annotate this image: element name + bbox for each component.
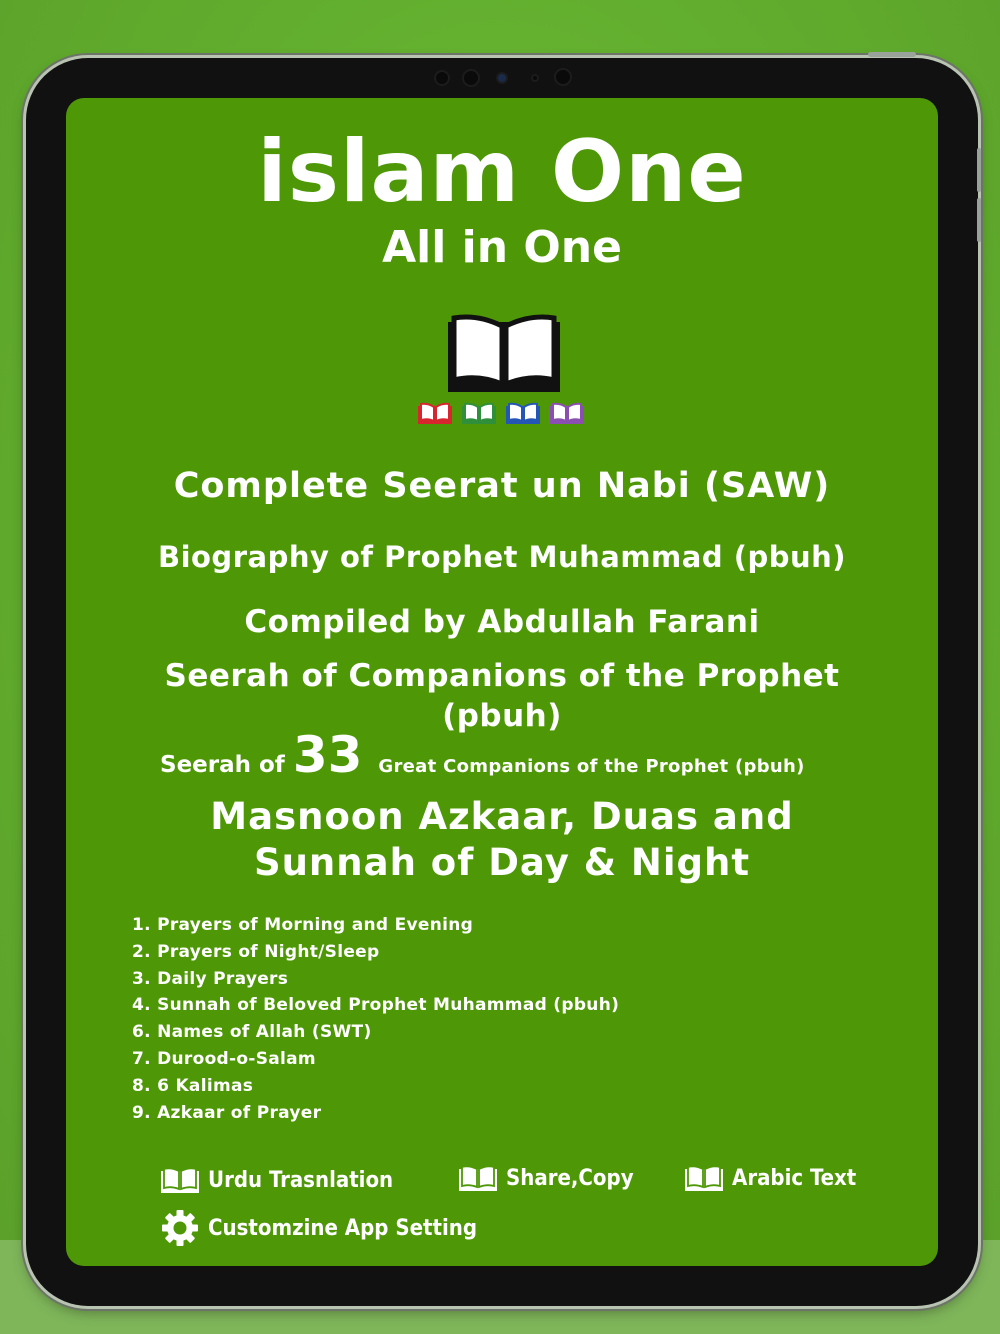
companions-count: 33: [292, 726, 363, 784]
heading-biography: Biography of Prophet Muhammad (pbuh): [157, 540, 847, 574]
open-book-icon: [444, 314, 564, 394]
power-button: [868, 52, 916, 57]
volume-up-button: [977, 148, 981, 192]
companions-prefix: Seerah of: [160, 752, 285, 778]
heading-seerat: Complete Seerat un Nabi (SAW): [173, 466, 831, 506]
gear-icon: [160, 1208, 200, 1248]
companions-count-line: [160, 726, 805, 784]
list-item: 8. 6 Kalimas: [132, 1075, 254, 1096]
book-icon: [684, 1164, 724, 1192]
app-screen: [66, 98, 938, 1266]
list-item: 7. Durood-o-Salam: [132, 1048, 316, 1069]
sensor-icon: [462, 69, 480, 87]
volume-down-button: [977, 198, 981, 242]
book-icon: [160, 1166, 200, 1194]
features-list: [132, 912, 619, 1126]
arabic-text-feature: [684, 1164, 856, 1192]
camera-icon: [496, 72, 508, 84]
urdu-translation-feature: [160, 1166, 393, 1194]
share-copy-feature: [458, 1164, 634, 1192]
sensor-icon: [434, 70, 450, 86]
app-title: islam One: [257, 122, 747, 222]
urdu-translation-label: Urdu Trasnlation: [208, 1167, 394, 1193]
book-icon: [458, 1164, 498, 1192]
heading-azkaar-line2: Sunnah of Day & Night: [253, 841, 751, 884]
list-item: 2. Prayers of Night/Sleep: [132, 941, 380, 962]
list-item: 3. Daily Prayers: [132, 968, 289, 989]
share-copy-label: Share,Copy: [506, 1165, 634, 1191]
red-book-icon: [416, 402, 454, 426]
list-item: 9. Azkaar of Prayer: [132, 1102, 322, 1123]
app-subtitle: All in One: [382, 222, 622, 273]
list-item: 4. Sunnah of Beloved Prophet Muhammad (pbuh): [132, 995, 620, 1016]
companions-suffix: Great Companions of the Prophet (pbuh): [378, 756, 805, 777]
heading-compiled-by: Compiled by Abdullah Farani: [244, 604, 760, 640]
arabic-text-label: Arabic Text: [732, 1165, 857, 1191]
green-book-icon: [460, 402, 498, 426]
sensor-icon: [531, 74, 539, 82]
sensor-icon: [554, 68, 572, 86]
colored-books: [416, 402, 590, 428]
purple-book-icon: [548, 402, 586, 426]
heading-companions: Seerah of Companions of the Prophet (pbuh): [164, 658, 840, 734]
blue-book-icon: [504, 402, 542, 426]
list-item: 1. Prayers of Morning and Evening: [132, 915, 474, 935]
heading-azkaar-line1: Masnoon Azkaar, Duas and: [210, 795, 794, 838]
heading-azkaar: [66, 794, 938, 886]
app-settings-label: Customzine App Setting: [208, 1215, 477, 1241]
list-item: 6. Names of Allah (SWT): [132, 1022, 372, 1043]
tablet-frame: [26, 58, 978, 1306]
app-settings-feature: [160, 1208, 477, 1248]
